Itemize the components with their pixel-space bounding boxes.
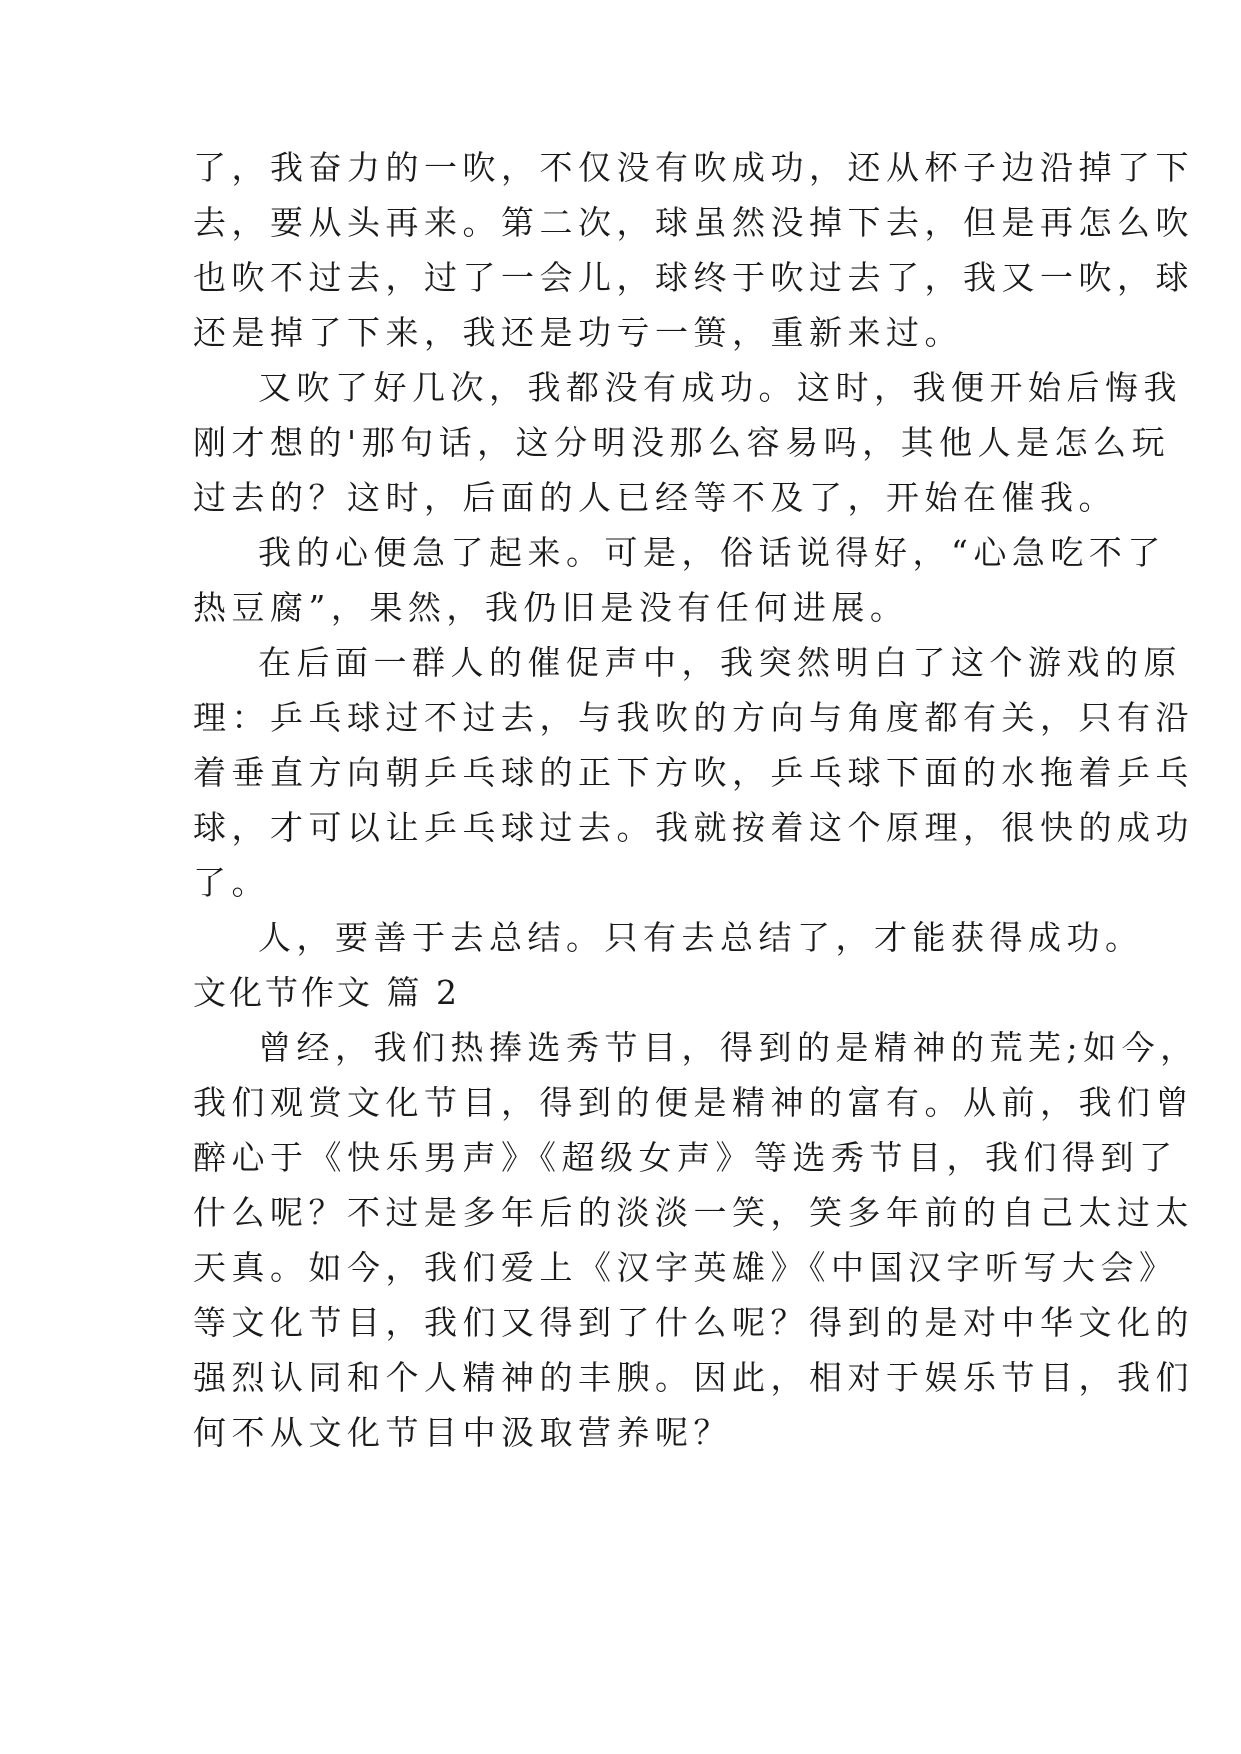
text-line: 又吹了好几次，我都没有成功。这时，我便开始后悔我	[258, 368, 1182, 407]
text-line: 醉心于《快乐男声》《超级女声》等选秀节目，我们得到了	[193, 1138, 1178, 1177]
section-heading: 文化节作文 篇 2	[193, 973, 460, 1012]
text-line: 等文化节目，我们又得到了什么呢？得到的是对中华文化的	[193, 1303, 1194, 1342]
text-line: 什么呢？不过是多年后的淡淡一笑，笑多年前的自己太过太	[193, 1193, 1194, 1232]
text-line: 在后面一群人的催促声中，我突然明白了这个游戏的原	[258, 643, 1182, 682]
text-line: 我的心便急了起来。可是，俗话说得好，“心急吃不了	[258, 533, 1166, 572]
text-line: 强烈认同和个人精神的丰腴。因此，相对于娱乐节目，我们	[193, 1358, 1194, 1397]
text-line: 了，我奋力的一吹，不仅没有吹成功，还从杯子边沿掉了下	[193, 148, 1194, 187]
text-line: 刚才想的'那句话，这分明没那么容易吗，其他人是怎么玩	[193, 423, 1171, 462]
text-line: 过去的？这时，后面的人已经等不及了，开始在催我。	[193, 478, 1117, 517]
text-line: 着垂直方向朝乒乓球的正下方吹，乒乓球下面的水拖着乒乓	[193, 753, 1194, 792]
text-line: 还是掉了下来，我还是功亏一篑，重新来过。	[193, 313, 963, 352]
text-line: 球，才可以让乒乓球过去。我就按着这个原理，很快的成功	[193, 808, 1194, 847]
text-line: 了。	[193, 863, 270, 902]
text-line: 曾经，我们热捧选秀节目，得到的是精神的荒芜;如今，	[258, 1028, 1199, 1067]
text-line: 也吹不过去，过了一会儿，球终于吹过去了，我又一吹，球	[193, 258, 1194, 297]
text-line: 何不从文化节目中汲取营养呢？	[193, 1413, 732, 1452]
text-line: 热豆腐”，果然，我仍旧是没有任何进展。	[193, 588, 909, 627]
text-line: 人，要善于去总结。只有去总结了，才能获得成功。	[258, 918, 1144, 957]
text-line: 去，要从头再来。第二次，球虽然没掉下去，但是再怎么吹	[193, 203, 1194, 242]
text-line: 我们观赏文化节目，得到的便是精神的富有。从前，我们曾	[193, 1083, 1194, 1122]
text-line: 理：乒乓球过不过去，与我吹的方向与角度都有关，只有沿	[193, 698, 1194, 737]
text-line: 天真。如今，我们爱上《汉字英雄》《中国汉字听写大会》	[193, 1248, 1178, 1287]
